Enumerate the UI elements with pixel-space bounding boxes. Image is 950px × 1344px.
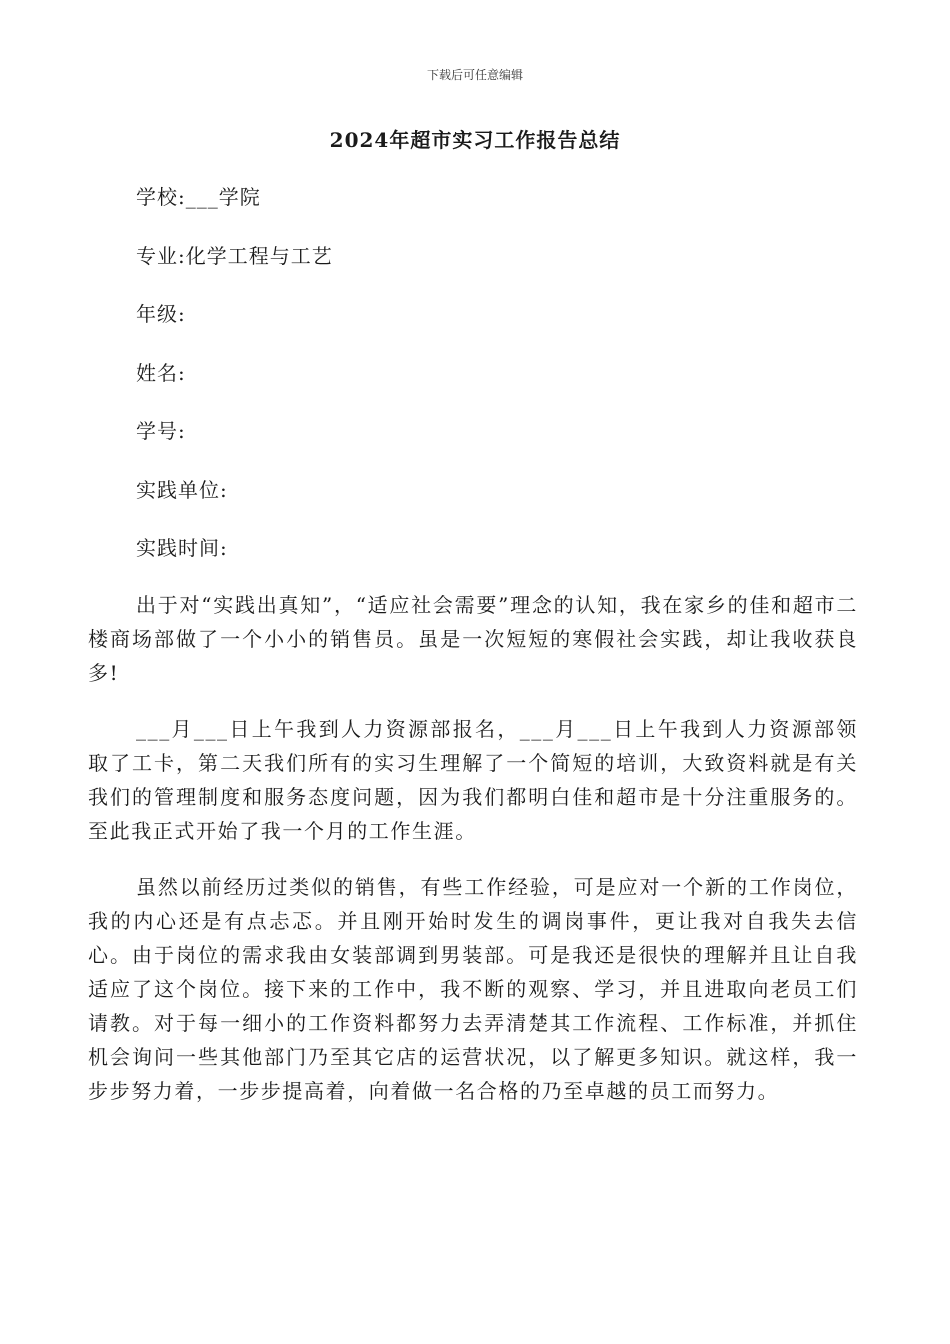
info-fields	[136, 180, 856, 590]
body-text	[88, 588, 858, 1130]
field-grade: 年级:	[136, 302, 186, 326]
field-school: 学校:___学院	[136, 185, 261, 209]
paragraph-intro: 出于对“实践出真知”，“适应社会需要”理念的认知，我在家乡的佳和超市二楼商场部做了一个小小的销售员。虽是一次短短的寒假社会实践，却让我收获良多!	[88, 593, 858, 685]
field-name: 姓名:	[136, 360, 186, 385]
field-student-id: 学号:	[136, 419, 186, 443]
header-note: 下载后可任意编辑	[426, 68, 523, 82]
field-practice-time: 实践时间:	[136, 536, 228, 560]
field-practice-unit: 实践单位:	[136, 477, 228, 502]
paragraph-registration: ___月___日上午我到人力资源部报名，___月___日上午我到人力资源部领取了工卡，第二天我们所有的实习生理解了一个简短的培训，大致资料就是有关我们的管理制度和服务态度问题，因为我们都明白佳和超市是十分注重服务的。至此我正式开始了我一个月的工作生涯。	[88, 717, 858, 843]
field-major: 专业:化学工程与工艺	[136, 243, 333, 268]
document-title: 2024年超市实习工作报告总结	[329, 128, 621, 152]
paragraph-experience: 虽然以前经历过类似的销售，有些工作经验，可是应对一个新的工作岗位，我的内心还是有点忐忑。并且刚开始时发生的调岗事件，更让我对自我失去信心。由于岗位的需求我由女装部调到男装部。可是我还是很快的理解并且让自我适应了这个岗位。接下来的工作中，我不断的观察、学习，并且进取向老员工们请教。对于每一细小的工作资料都努力去弄清楚其工作流程、工作标准，并抓住机会询问一些其他部门乃至其它店的运营状况，以了解更多知识。就这样，我一步步努力着，一步步提高着，向着做一名合格的乃至卓越的员工而努力。	[88, 875, 858, 1103]
